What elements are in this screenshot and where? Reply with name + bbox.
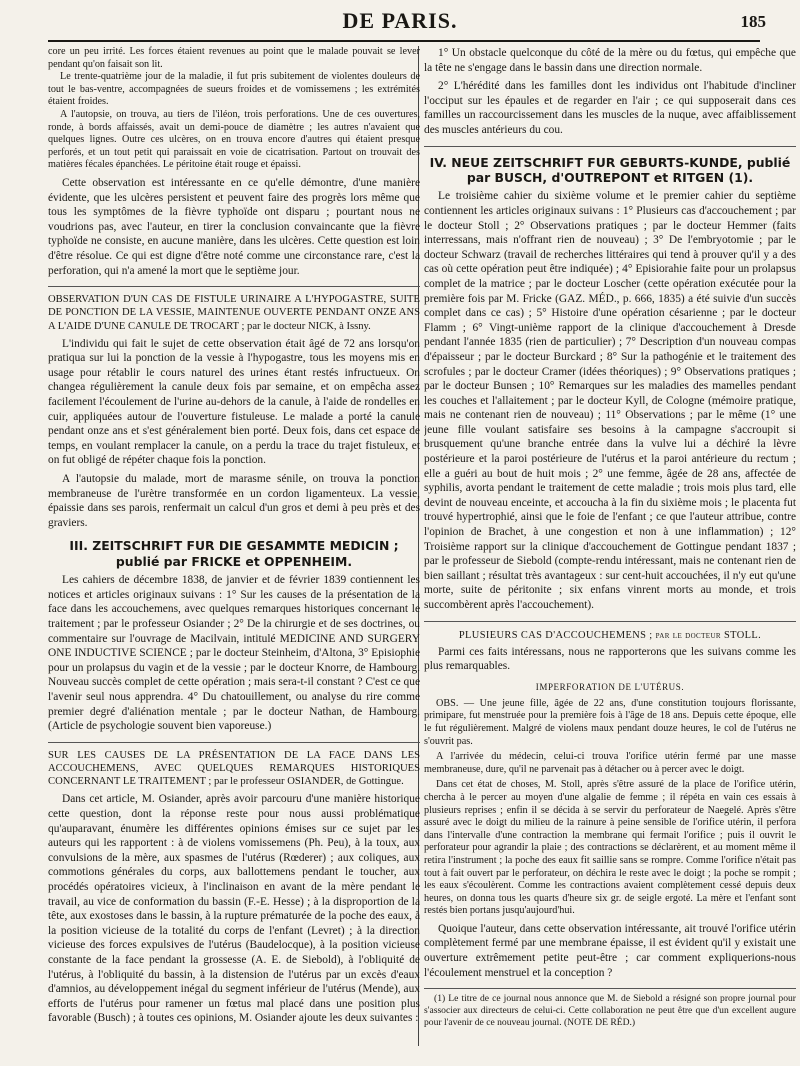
footnote: (1) Le titre de ce journal nous annonce que M. de Siebold a résigné son propre journal pour s'associer aux directeurs de celui-ci. Cette collaboration ne peut être que d'un excellent augure pour l'avenir de ce nouveau journal. (NOTE DE RÉD.) — [424, 993, 796, 1029]
right-column — [424, 46, 796, 1056]
stoll-intro-paragraph: Parmi ces faits intéressans, nous ne rapporterons que les suivans comme les plus remarquables. — [424, 645, 796, 673]
case-end-paragraph: core un peu irrité. Les forces étaient revenues au point que le malade pouvait se lever pendant qu'on faisait son lit. — [48, 46, 420, 70]
cause-2-paragraph: 2° L'hérédité dans les familles dont les individus ont l'habitude d'incliner l'occiput sur les épaules et de regarder en l'air ; ce qui supposerait dans ces familles un raccourcissement dans les muscles de la nuque, avec affaiblissement des muscles antérieurs du cou. — [424, 80, 796, 136]
fistula-paragraph: L'individu qui fait le sujet de cette observation était âgé de 72 ans lorsqu'on pratiqua sur lui la ponction de la vessie à l'hypogastre, tous les moyens mis en usage pour rétablir le cours naturel des urines étant restés infructueux. On changea régulièrement la canule deux fois par semaine, et on empêcha assez facilement l'écoulement de l'urine au-dehors de la canule, à l'aide de rondelles en cuir, appliquées autour de l'ouverture fistuleuse. Le malade a porté la canule pendant onze ans et s'est généralement bien porté. Deux fois, dans cet espace de temps, en voulant remplacer la canule, on a perdu la trace du trajet fistuleux, et on fut obligé de répéter chaque fois la ponction. — [48, 337, 420, 467]
page-number: 185 — [740, 12, 766, 31]
header-rule — [48, 40, 760, 42]
footnote-rule — [424, 988, 796, 989]
autopsy-paragraph: A l'autopsie, on trouva, au tiers de l'iléon, trois perforations. Une de ces ouvertures, ronde, à bords affaissés, avait un demi-pouce de diamètre ; les autres n'avaient que quelques lignes. Outre ces ulcères, on en trouva encore d'autres qui étaient presque perforés, et un tout petit qui paraissait en voie de cicatrisation. Partout on trouvait des matières fécales épanchées. Le péritoine était rouge et épaissi. — [48, 108, 420, 171]
case-day-34-paragraph: Le trente-quatrième jour de la maladie, il fut pris subitement de violentes douleurs de tout le bas-ventre, accompagnées de sueurs froides et de vomissemens ; les extrémités étaient froides. — [48, 71, 420, 108]
journal-heading-iv: IV. NEUE ZEITSCHRIFT FUR GEBURTS-KUNDE, publié par BUSCH, d'OUTREPONT et RITGEN (1). — [429, 154, 791, 185]
journal-iv-contents: Le troisième cahier du sixième volume et le premier cahier du septième contiennent les articles originaux suivans : 1° Plusieurs cas d'accouchement ; par le docteur Stoll ; 2° Observations pratiques ; par le docteur Hemmer (faits interressans, mais n'offrant rien de nouveau) ; 3° De l'embryotomie ; par le docteur Schwarz (travail de recherches littéraires qui tend à prouver qu'il y a des cas où cette opération peut être indiquée) ; 4° Episiorahie faite pour un prolapsus complet de la matrice ; par le docteur Loscher (cette opération exécutée pour la première fois par M. Fricke (GAZ. MÉD., p. 666, 1835) a été suivie d'un succès complet dans ce cas) ; 5° Histoire d'une opération césarienne ; par le docteur Flamm ; 6° Vingt-unième rapport de la clinique d'accouchement à Dresde pendant l'année 1835 (rien de particulier) ; 7° Description d'un nouveau compas d'épaisseur ; par le docteur Burckard ; 8° Sur la pathogénie et le traitement des scrofules ; par le docteur Cramer (idées théoriques) ; 9° Observations pratiques ; par le docteur Bunsen ; 10° Remarques sur les maladies des mamelles pendant les couches et l'allaitement ; par le docteur Kyll, de Cologne (mémoire pratique, mais ne contenant rien de nouveau) ; 11° Observations ; par le même (1° une jeune fille voulant satisfaire ses besoins à la campagne s'accroupit si brusquement qu'une branche entrée dans la vulve lui a déchiré la lèvre postérieure et la paroi postérieure de l'utérus et la paroi antérieure du rectum ; elle a guéri au bout de huit mois ; 2° une femme, âgée de 28 ans, affectée de syphilis, avorta pendant le traitement de cette maladie ; trois mois plus tard, elle devint de nouveau enceinte, et accoucha à la fin du sixième mois ; le placenta fut trouvé hypertrophié, ainsi que le foie de l'enfant ; ce que l'auteur attribue, contre l'opinion de Brachet, à une congestion et non à une inflammation) ; 12° Troisième rapport sur la clinique d'accouchement de Gottingue pendant 1837 ; par le professeur de Siebold (compte-rendu intéressant, mais ne contenant rien de bien saillant ; résultat très avantageux : sur cent-huit accouchées, il n'y eut qu'une morte, suite de péritonite ; six enfans vinrent morts au monde, et trois succombèrent après l'accouchement). — [424, 190, 796, 611]
stoll-heading: PLUSIEURS CAS D'ACCOUCHEMENS ; par le docteur STOLL. — [458, 629, 762, 641]
physician-arrival-paragraph: A l'arrivée du médecin, celui-ci trouva l'orifice utérin fermé par une masse membraneuse, dure, qu'il ne parvenait pas à détacher ou à percer avec le doigt. — [424, 751, 796, 775]
page-header — [0, 6, 800, 40]
section-divider — [424, 621, 796, 622]
fistula-autopsy-paragraph: A l'autopsie du malade, mort de marasme sénile, on trouva la ponction membraneuse de l'urètre transformée en un cordon ligamenteux. La vessie, épaissie dans ses parois, renfermait un calcul d'un gros et demi à peu près et des graviers. — [48, 473, 420, 529]
osiander-paragraph: Dans cet article, M. Osiander, après avoir parcouru d'une manière historique cette question, dont la réponse reste pour nous aussi problématique qu'auparavant, énumère les différentes opinions émises sur ce sujet par les auteurs qui les rapportent : à de violens vomissemens (Ph. Peu), à la toux, aux convulsions de la mère, aux spasmes de l'utérus (Rœderer) ; aux coliques, aux commotions générales du corps, aux ballottemens pendant le toucher, aux procédés opératoires vicieux, à l'inclinaison en avant de la mère pendant le travail, au vice de conformation du bassin (F.-E. Hesse) ; à la disproportion de la tête, aux exostoses dans le bassin, à la rupture prématurée de la poche des eaux, à la position vicieuse de la totalité du corps de l'enfant (Levret) ; à la direction vicieuse des forces expulsives de l'utérus (Baudelocque), à la position vicieuse constante de la face pendant la grossesse (A. E. de Siebold), à l'obliquité de l'utérus, à l'obliquité du bassin, à la distension de l'utérus par un excès d'eaux d'amnios, au développement inégal du segment inférieur de l'utérus (Mende), aux efforts de l'utérus pour ramener un fœtus mal placé dans une position plus favorable (Busch) ; à toutes ces opinions, M. Osiander ajoute les deux suivantes : — [48, 793, 420, 1025]
observation-paragraph: OBS. — Une jeune fille, âgée de 22 ans, d'une constitution toujours florissante, primipare, fut menstruée pour la première fois à l'âge de 18 ans. Depuis cette époque, elle le fut régulièrement. Malgré de violens maux pendant douze heures, le col de l'utérus ne s'ouvrit pas. — [424, 697, 796, 747]
conclusion-paragraph: Quoique l'auteur, dans cette observation intéressante, ait trouvé l'orifice utérin complètement fermé par une membrane épaisse, il est évident qu'il y existait une ouverture extrêmement petite peut-être ; car comment expliquerions-nous l'écoulement menstruel et la conception ? — [424, 922, 796, 979]
section-divider — [48, 742, 420, 743]
fistula-heading: OBSERVATION D'UN CAS DE FISTULE URINAIRE A L'HYPOGASTRE, SUITE DE PONCTION DE LA VESSIE, MAINTENUE OUVERTE PENDANT ONZE ANS A L'AIDE D'UNE CANULE DE TROCART ; par le docteur NICK, à Issny. — [48, 294, 420, 332]
commentary-paragraph: Cette observation est intéressante en ce qu'elle démontre, d'une manière évidente, que les ulcères persistent et peuvent faire des progrès lors même que tous les symptômes de la fièvre typhoïde ont disparu ; pourtant nous ne voudrions pas, avec l'auteur, en tirer la conclusion convaincante que la fièvre typhoïde ne consiste, en aucune manière, dans les ulcères. Cette question est loin d'être résolue. Ce qui est digne d'être noté comme une circonstance rare, c'est la perforation, qui n'a amené la mort que le septième jour. — [48, 176, 420, 277]
cause-1-paragraph: 1° Un obstacle quelconque du côté de la mère ou du fœtus, qui empêche que la tête ne s'engage dans le bassin dans une direction normale. — [424, 47, 796, 74]
running-title: DE PARIS. — [342, 8, 458, 33]
face-presentation-heading: SUR LES CAUSES DE LA PRÉSENTATION DE LA FACE DANS LES ACCOUCHEMENS, AVEC QUELQUES REMARQUES HISTORIQUES CONCERNANT LE TRAITEMENT ; par le professeur OSIANDER, de Gottingue. — [48, 749, 420, 788]
journal-heading-iii: III. ZEITSCHRIFT FUR DIE GESAMMTE MEDICIN ; publié par FRICKE et OPPENHEIM. — [69, 538, 399, 569]
journal-iii-contents: Les cahiers de décembre 1838, de janvier et de février 1839 contiennent les notices et articles originaux suivans : 1° Sur les causes de la présentation de la face dans les accouchemens, avec quelques remarques historiques concernant le traitement ; par le professeur Osiander ; 2° De la chirurgie et de ses doctrines, ou commentaire sur l'ouvrage de Macilvain, intitulé MEDICINE AND SURGERY ONE INDUCTIVE SCIENCE ; par le docteur Steinheim, d'Altona, 3° Episiophie pour un prolapsus du vagin et de la vessie ; par le docteur Knorre, de Hambourg. Nouveau succès complet de cette opération ; mais sera-t-il constant ? C'est ce que l'avenir seul nous apprendra. 4° Du chatouillement, ou analyse du rire comme premier degré d'aliénation mentale ; par le docteur Nathan, de Hambourg. (Article de psychologie souvent bien vaporeuse.) — [48, 574, 420, 733]
imperforation-heading: IMPERFORATION DE L'UTÉRUS. — [535, 681, 685, 692]
section-divider — [48, 286, 420, 287]
perforation-paragraph: Dans cet état de choses, M. Stoll, après s'être assuré de la place de l'orifice utérin, chercha à le percer au moyen d'une algalie de femme ; il répéta en vain ces essais à plusieurs reprises ; enfin il se décida à se servir du perforateur de Naegelé. Après s'être assuré avec le doigt du milieu de la rainure à peine sensible de l'orifice utérin, il perfora dans l'intervalle d'une contraction la membrane qui fermait l'orifice ; puis il ouvrit le perforateur pour agrandir la plaie ; des contractions se déclarèrent, et au moment même il retira l'instrument ; la poche des eaux fit saillie sans se rompre. Comme l'orifice n'était pas tout à fait ouvert par le perforateur, on déchira le reste avec le doigt ; la poche se rompit ; les eaux s'écoulèrent. Comme les contractions avaient complètement cessé depuis deux heures, on donna tous les quarts d'heure six gr. de seigle ergoté. La mère et l'enfant sont restés bien portans jusqu'aujourd'hui. — [424, 779, 796, 917]
section-divider — [424, 146, 796, 147]
left-column — [48, 46, 420, 1056]
